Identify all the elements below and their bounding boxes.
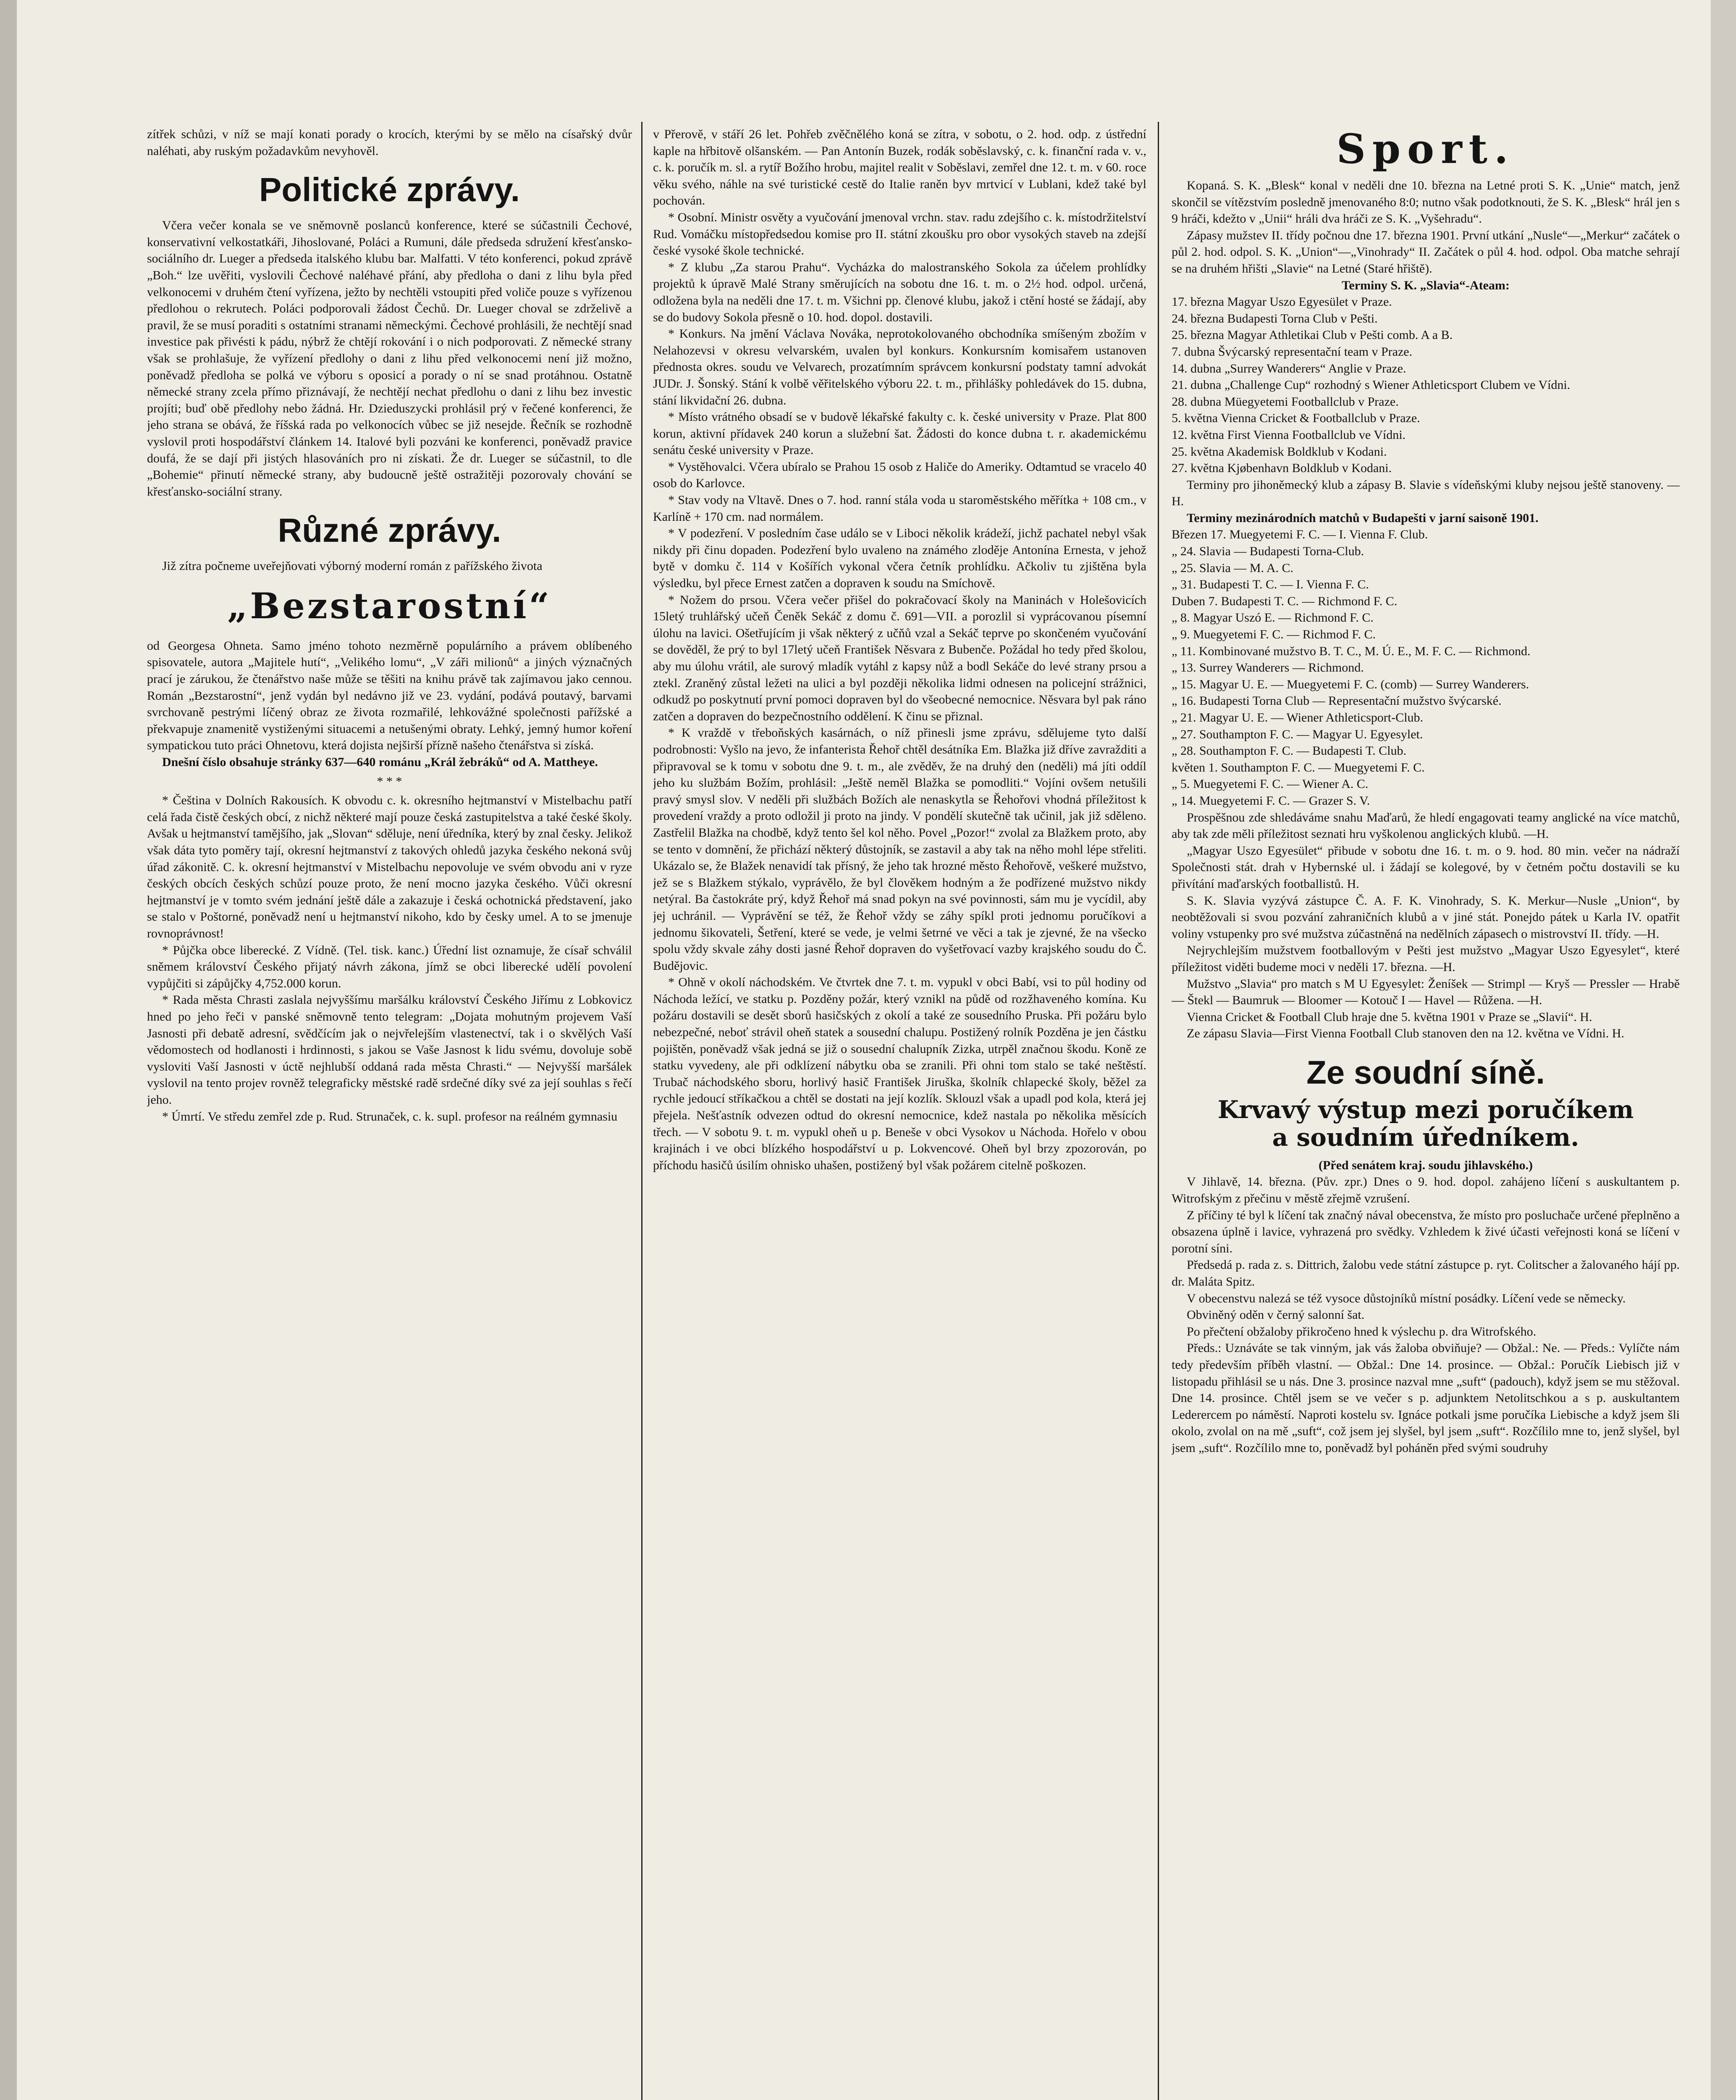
club-paragraph: * Z klubu „Za starou Prahu“. Vycházka do malostranského Sokola za účelem prohlídky projektů k úpravě Malé Strany směrujících na sobotu dne 16. t. m. o 2½ hod. odpol. určená, odložena byla na neděli dne 17. t. m. Všichni pp. členové klubu, jakož i ctění hosté se žádají, aby se do budovy Sokola přesně o 10. hod. dopol. dostavili. <box>653 260 1146 324</box>
fires-paragraph: * Ohně v okolí náchodském. Ve čtvrtek dne 7. t. m. vypukl v obci Babí, vsi to půl hodiny od Náchoda ležící, ve statku p. Pozděny požár, který vznikl na půdě od rozžhaveného komína. Ku požáru dostavili se desět sborů hasičských z okolí a také ze sousedního Pruska. Při požáru bylo nebezpečné, neboť strávil oheň statek a sousední chalupu. Postižený rolník Pozděna je jen částku pojištěn, poněvadž však jedná se již o sousední chalupník Zizka, utrpěl značnou škodu. Koně ze statku vyvedeny, ale při odklízení nábytku oba se zranili. Při ohni tom stalo se také neštěstí. Trubač náchodského sboru, horlivý hasič František Jiruška, školník chlapecké školy, běžel za rychle jedoucí stříkačkou a chtěl se dostati na její kozlík. Sklouzl však a upadl pod kola, která jej přejela. Nešťastník odvezen odtud do okresní nemocnice, kdež nastala po několika měsících třech. — V sobotu 9. t. m. vypukl oheň u p. Beneše v obci Vysokov u Náchoda. Hořelo v obou krajinách i ve obci blízkého hospodářství u p. Lokvencové. Oheň byl brzy zpozorován, po příchodu hasičů úsilím ohnisko uhašen, postižený byl však požárem citelně poškozen. <box>653 975 1146 1172</box>
budapest-fixture: „ 5. Muegyetemi F. C. — Wiener A. C. <box>1172 777 1369 791</box>
slavia-fixture: 5. května Vienna Cricket & Footballclub v Praze. <box>1172 411 1420 425</box>
magyar-arrival: „Magyar Uszo Egyesület“ přibude v sobotu dne 16. t. m. o 9. hod. 80 min. večer na nádraží Společnosti stát. drah v Hybernské ul. i žádají se kolegové, by v četném počtu dostavili se ku přivítání maďarských footballistů. H. <box>1172 843 1680 891</box>
today-paragraph: Dnešní číslo obsahuje stránky 637—640 románu „Král žebráků“ od A. Mattheye. <box>162 755 598 769</box>
budapest-intro: Terminy mezinárodních matchů v Budapešti v jarní saisoně 1901. <box>1187 511 1539 525</box>
fixtures-note: Terminy pro jihoněmecký klub a zápasy B. Slavie s vídeňskými kluby nejsou ještě stanoveny. —H. <box>1172 478 1680 509</box>
bankruptcy-paragraph: * Konkurs. Na jmění Václava Nováka, neprotokolovaného obchodníka smíšeným zbožím v Nelahozevsi v okresu velvarském, uvalen byl konkurs. Konkursním komisařem ustanoven přednosta okres. soudu ve Velvarech, prozatímním správcem konkursní podstaty tamní advokát JUDr. J. Šonský. Stání k volbě věřitelského výboru 22. t. m., přihlášky pohledávek do 15. dubna, stání likvidační 26. dubna. <box>653 327 1146 407</box>
middle-column <box>653 126 1146 2100</box>
court-paragraph: Z příčiny té byl k líčení tak značný nával obecenstva, že místo pro posluchače určené přeplněno a obsazena úplně i lavice, vyhrazená pro svědky. Vzhledem k živé účasti veřejnosti koná se líčení v porotní síni. <box>1172 1208 1680 1255</box>
slavia-fixture: 28. dubna Müegyetemi Footballclub v Praze. <box>1172 394 1399 409</box>
right-column <box>1172 126 1680 2100</box>
misc-paragraph: Již zítra počneme uveřejňovati výborný moderní román z pařížského života <box>162 559 543 573</box>
slavia-fixtures-heading: Terminy S. K. „Slavia“-Ateam: <box>1342 278 1510 292</box>
slavia-fixture: 21. dubna „Challenge Cup“ rozhodný s Wiener Athleticsport Clubem ve Vídni. <box>1172 378 1571 392</box>
slavia-fixture: 17. března Magyar Uszo Egyesület v Praze. <box>1172 295 1392 309</box>
porter-paragraph: * Místo vrátného obsadí se v budově lékařské fakulty c. k. české university v Praze. Plat 800 korun, aktivní přídavek 240 korun a služební šat. Žádosti do konce dubna t. r. akademickému senátu české university v Praze. <box>653 410 1146 457</box>
misc-heading: Různé zprávy. <box>278 512 501 549</box>
budapest-fixture: „ 8. Magyar Uszó E. — Richmond F. C. <box>1172 611 1374 625</box>
funeral-paragraph: v Přerově, v stáří 26 let. Pohřeb zvěčnělého koná se zítra, v sobotu, o 2. hod. odp. z ústřední kaple na hřbitově olšanském. — Pan Antonín Buzek, rodák soběslavský, c. k. finanční rada v. v., c. k. poručík m. sl. a rytíř Božího hrobu, majitel realit v Soběslavi, zemřel dne 12. t. m. v 60. roce věku svého, náhle na své turistické cestě do Italie raněn byv mrtvicí v Lublani, kdež také byl pochován. <box>653 127 1146 208</box>
slavia-fixture: 24. března Budapesti Torna Club v Pešti. <box>1172 311 1378 326</box>
hungarian-note: Prospěšnou zde shledáváme snahu Maďarů, že hledí engagovati teamy anglické na více matchů, aby tak zde měli příležitost seznati hru vyškolenou anglických klubů. —H. <box>1172 810 1680 841</box>
slavia-fixture: 12. května First Vienna Footballclub ve Vídni. <box>1172 428 1406 442</box>
budapest-fixture: Duben 7. Budapesti T. C. — Richmond F. C. <box>1172 594 1398 608</box>
personal-paragraph: * Osobní. Ministr osvěty a vyučování jmenoval vrchn. stav. radu zdejšího c. k. místodržitelství Rud. Vomáčku místopředsedou komise pro II. státní zkoušku pro obor vysokých staveb na zdejší české vysoké škole technické. <box>653 210 1146 258</box>
novel-paragraph: od Georgesa Ohneta. Samo jméno tohoto nezměrně populárního a právem oblíbeného spisovatele, autora „Majitele hutí“, „Velikého lomu“, „V záři milionů“ a jiných význačných prací je zárukou, že čtenářstvo naše může se těšiti na knihu právě tak zajímavou jako cennou. Román „Bezstarostní“, jenž vydán byl nedávno již ve 23. vydání, podává poutavý, barvami svrchovaně pestrými líčený obraz ze života rozmařilé, lehkovážné společnosti pařížské a překvapuje znamenitě vystiženými situacemi a netušenými obraty. Lehký, jemný humor koření sympatickou tuto práci Ohnetovu, která dojista nejširší přízně našeho čtenářstva si získá. <box>147 638 632 753</box>
loan-paragraph: * Půjčka obce liberecké. Z Vídně. (Tel. tisk. kanc.) Úřední list oznamuje, že císař schválil sněmem království Českého přijatý návrh zákona, jímž se obci liberecké udělí povolení vypůjčiti si zápůjčky 4,752.000 korun. <box>147 943 632 990</box>
budapest-fixture: „ 21. Magyar U. E. — Wiener Athleticsport-Club. <box>1172 711 1423 724</box>
politics-heading: Politické zprávy. <box>259 171 520 209</box>
vienna-cricket: Vienna Cricket & Football Club hraje dne 5. května 1901 v Praze se „Slavií“. H. <box>1187 1010 1592 1024</box>
knife-paragraph: * Nožem do prsou. Včera večer přišel do pokračovací školy na Maninách v Holešovicích 15letý truhlářský učeň Čeněk Sekáč z domu č. 691—VII. a porozlil si vyprácovanou písemní úlohu na lavici. Ošetřujícím ji však některý z učňů vzal a Sekáč teprve po skončeném vyučování se dověděl, že prý to byl 17letý učeň František Něsvara z Bubenče. Požádal ho tedy před školou, aby mu úlohu vrátil, ale surový mladík vytáhl z kapsy nůž a bodl Sekáče do levé strany prsou a ztekl. Zraněný zůstal ležeti na ulici a byl později několika lidmi odnesen na policejní strážnici, odkudž po poskytnutí první pomoci dopraven byl do všeobecné nemocnice. Něsvara byl pak ráno zatčen a dopraven do bezpečnostního oddělení. K činu se přiznal. <box>653 593 1146 723</box>
football-paragraph: Kopaná. S. K. „Blesk“ konal v neděli dne 10. března na Letné proti S. K. „Unie“ match, jenž skončil se vítězstvím posledně jmenovaného 8:0; nutno však podotknouti, že S. K. „Blesk“ hrál jen s 9 hráči, kdežto v „Unii“ hráli dva hráči ze S. K. „Vyšehradu“. <box>1172 178 1680 226</box>
section-stars: * * * <box>377 774 402 788</box>
left-column <box>147 126 632 2100</box>
emigrants-paragraph: * Vystěhovalci. Včera ubíralo se Prahou 15 osob z Haliče do Ameriky. Odtamtud se vracelo 40 osob do Karlovce. <box>653 459 1146 491</box>
budapest-fixture: „ 13. Surrey Wanderers — Richmond. <box>1172 661 1364 675</box>
slavia-fixture: 25. května Akademisk Boldklub v Kodani. <box>1172 444 1387 459</box>
scan-edge-left <box>0 0 17 2100</box>
column-rule <box>1158 122 1159 2100</box>
chrast-paragraph: * Rada města Chrasti zaslala nejvyššímu maršálku království Českého Jiřímu z Lobkovicz hned po jeho řeči v panské sněmovně tento telegram: „Dojata mohutným projevem Vaší Jasnosti při debatě adresní, svědčícím jak o nejvřelejším vlastenectví, tak i o skvělých Vaší vědomostech od hodlanosti i hrdinnosti, s jakou se Vaše Jasnost k lidu svému, dovoluje sobě vysloviti Vaší Jasnosti v úctě nejhlubší oddaná rada města Chrasti.“ — Nejvyšší maršálek vyslovil na tento projev rovněž telegraficky městské radě srdečné díky své za její souhlas s řečí jeho. <box>147 993 632 1107</box>
return-match: Ze zápasu Slavia—First Vienna Football Club stanoven den na 12. května ve Vídni. H. <box>1187 1026 1624 1041</box>
budapest-fixture-list <box>1172 526 1680 809</box>
budapest-fixture: Březen 17. Muegyetemi F. C. — I. Vienna F. Club. <box>1172 528 1428 542</box>
budapest-fixture: „ 24. Slavia — Budapesti Torna-Club. <box>1172 544 1364 559</box>
budapest-fixture: „ 31. Budapesti T. C. — I. Vienna F. C. <box>1172 578 1369 592</box>
budapest-fixture: květen 1. Southampton F. C. — Muegyetemi F. C. <box>1172 760 1425 774</box>
court-subheading-line: Krvavý výstup mezi poručíkem <box>1217 1095 1634 1124</box>
budapest-fixture: „ 28. Southampton F. C. — Budapesti T. Club. <box>1172 744 1406 758</box>
budapest-fixture: „ 25. Slavia — M. A. C. <box>1172 561 1293 575</box>
column-rule <box>641 122 642 2100</box>
court-paragraph: V Jihlavě, 14. března. (Pův. zpr.) Dnes o 9. hod. dopol. zahájeno líčení s auskultantem p. Witrofským z přečinu v městě zřejmě vzrušení. <box>1172 1175 1680 1206</box>
court-paragraph: Obviněný oděn v černý salonní šat. <box>1187 1308 1365 1322</box>
slavia-fixture: 25. března Magyar Athletikai Club v Pešti comb. A a B. <box>1172 328 1453 342</box>
scan-edge-right <box>1711 0 1736 2100</box>
budapest-fixture: „ 16. Budapesti Torna Club — Representační mužstvo švýcarské. <box>1172 694 1502 708</box>
politics-paragraph: Včera večer konala se ve sněmovně poslanců konference, které se súčastnili Čechové, konservativní velkostatkáři, Jihoslované, Poláci a Rumuni, dále předseda sdružení křesťansko-sociálního dr. Lueger a předseda italského klubu bar. Malfatti. V této konferenci, pokud zprávě „Boh.“ lze uvěřiti, vyslovili Čechové naléhavé přání, aby předloha o dani z lihu byla před velkonocemi v druhém čtení vyřízena, ježto by nechtěli vstoupiti před voliče pouze s vyřízenou předlohou o rekrutech. Poláci podporovali žádost Čechů. Dr. Lueger choval se zdrželivě a pravil, že se musí poraditi s ostatními stranami německými. Čechové prohlásili, že nechtějí snad investice pak přivésti k pádu, nýbrž že chtějí rokování i o nich podporovati. Z německé strany však se prohlašuje, že vyřízení předlohy o dani z lihu před velkonocemi není již možno, poněvadž předloha se polká ve výboru s oposicí a porady o ní se snad protáhnou. Ostatně německé strany zcela přímo přiznávají, že nechtějí nechat předlohu o dani z lihu bez investic projíti; buď obě předlohy nebo žádná. Hr. Dzieduszycki prohlásil prý v řečené konferenci, že jeho strana se obává, že říšská rada po velkonocích vůbec se již nesejde. Řečník se rozhodně vyslovil proti hospodářství článkem 14. Italové byli pozváni ke konferenci, poněvadž pravice doufá, že se dají při jistých hlasováních pro ni získati. Že dr. Lueger se súčastnil, to dle „Bohemie“ přinutí německé strany, aby budoucně ještě ostražitěji pozorovaly chování se křesťansko-sociální strany. <box>147 218 632 499</box>
budapest-fixture: „ 27. Southampton F. C. — Magyar U. Egyesylet. <box>1172 727 1423 741</box>
court-paragraph: Předs.: Uznáváte se tak vinným, jak vás žaloba obviňuje? — Obžal.: Ne. — Předs.: Vylíčte nám tedy především příběh vlastní. — Obžal.: Dne 14. prosince. — Obžal.: Poručík Liebisch již v listopadu přihlásil se u nás. Dne 3. prosince nazval mne „suft“ (padouch), když jsem se mu stěžoval. Dne 14. prosince. Chtěl jsem se ve večer s p. adjunktem Netolitschkou a s p. auskultantem Lederercem po náměstí. Naproti kostelu sv. Ignáce potkali jsme poručíka Liebische a když jsem šli okolo, zvolal on na mě „suft“, což jsem jej slyšel, byl jsem „suft“. Rozčílilo mne to, jenž slyšel, byl jsem „suft“. Rozčílilo mne to, poněvadž byl poháněn před svými soudruhy <box>1172 1341 1680 1455</box>
sport-heading: Sport. <box>1336 126 1515 173</box>
budapest-fixture: „ 14. Muegyetemi F. C. — Grazer S. V. <box>1172 793 1370 808</box>
slavia-fixture: 7. dubna Švýcarský representační team v Praze. <box>1172 344 1413 359</box>
budapest-fixture: „ 15. Magyar U. E. — Muegyetemi F. C. (comb) — Surrey Wanderers. <box>1172 677 1529 691</box>
budapest-fixture: „ 11. Kombinované mužstvo B. T. C., M. Ú. E., M. F. C. — Richmond. <box>1172 644 1531 658</box>
slavia-fixture-list <box>1172 294 1680 477</box>
czech-paragraph: * Čeština v Dolních Rakousích. K obvodu c. k. okresního hejtmanství v Mistelbachu patří celá řada čistě českých obcí, z nichž některé mají pouze česká zastupitelstva a také české školy. Avšak u hejtmanství tamějšího, jak „Slovan“ sděluje, není úředníka, který by znal česky. Jelikož však dáta tyto poměry tají, okresní hejtmanství z takových ohledů jazyka českého nekoná svůj úřad zákonitě. C. k. okresní hejtmanství v Mistelbachu nepovoluje ve svém obvodu ani v ryze českých obcích českých schůzí pouze proto, že není mocno jazyka českého. Vůči okresní hejtmanství je v tomto svém jednání ještě dále a zakazuje i česká ochotnická představení, jako se stalo v Poštorné, poněvadž není u hejtmanství nikoho, kdo by česky umel. A to se jmenuje rovnoprávnost! <box>147 793 632 940</box>
court-paragraph: V obecenstvu nalezá se též vysoce důstojníků místní posádky. Líčení vede se německy. <box>1187 1291 1626 1305</box>
court-paragraph: Po přečtení obžaloby přikročeno hned k výslechu p. dra Witrofského. <box>1187 1324 1537 1339</box>
budapest-fixture: „ 9. Muegyetemi F. C. — Richmod F. C. <box>1172 627 1376 642</box>
court-paragraph: Předsedá p. rada z. s. Dittrich, žalobu vede státní zástupce p. ryt. Colitscher a žalovaného hájí pp. dr. Maláta Spitz. <box>1172 1258 1680 1289</box>
suspicion-paragraph: * V podezření. V posledním čase událo se v Liboci několik krádeží, jichž pachatel nebyl však nikdy při činu dopaden. Podezření bylo uvaleno na známého zloděje Antonína Ernesta, v jehož bytě v domku č. 114 v Košířích vykonal včera četník prohlídku. Ačkoliv tu zjištěna byla výsledku, byl přece Ernest zatčen a dopraven k soudu na Smíchově. <box>653 526 1146 591</box>
court-intro: (Před senátem kraj. soudu jihlavského.) <box>1318 1158 1533 1172</box>
court-subheading-line: a soudním úředníkem. <box>1272 1123 1579 1152</box>
slavia-lineup: Mužstvo „Slavia“ pro match s M U Egyesylet: Ženíšek — Strimpl — Kryš — Pressler — Hrabě — Štekl — Baumruk — Bloomer — Kotouč I — Havel — Růžena. —H. <box>1172 976 1680 1008</box>
slavia-call: S. K. Slavia vyzývá zástupce Č. A. F. K. Vinohrady, S. K. Merkur—Nusle „Union“, by neobtěžovali si svou pozvání zahraničních klubů a v jiné stát. Ponejdo pátek u Karla IV. opatřit voliny vstupenky pro své mužstva zúčastněná na nedělních zápasech o mistrovství II. třídy. —H. <box>1172 893 1680 941</box>
intro-paragraph: zítřek schůzi, v níž se mají konati porady o krocích, kterými by se mělo na císařský dvůr naléhati, aby ruským požadavkům nevyhověl. <box>147 127 632 158</box>
novel-title: „Bezstarostní“ <box>227 585 552 627</box>
murder-paragraph: * K vraždě v třeboňských kasárnách, o níž přinesli jsme zprávu, sdělujeme tyto další podrobnosti: Vyšlo na jevo, že infanterista Řehoř chtěl desátníka Em. Blažka již dříve zavražditi a připravoval se k tomu v sobotu dne 9. t. m., ale zvěděv, že na druhý den (neděli) má jíti oddíl jeho ku službám Božím, prohlásil: „Ještě neměl Blažka se pomodliti.“ Vojíni ovšem netušili pravý smysl slov. V neděli při službách Božích ale nenaskytla se Řehořovi vhodná příležitost k provedení vraždy a proto odložil ji proto na jindy. V pondělí skutečně tak učinil, jak již sděleno. Zastřelil Blažka na chodbě, když tento šel kol něho. Povel „Pozor!“ zvolal za Blažkem proto, aby se tento v domnění, že přichází některý důstojník, se zastavil a aby tak na něho mohl lépe střeliti. Ukázalo se, že Blažek nenavidí tak přísný, že jeho tak hrozné město Řehořově, veškeré mužstvo, jež se s Blažkem stýkalo, vyprávělo, že byl člověkem hodným a že podřízené mužstvo nikdy netýral. Ba častokráte prý, když Řehoř má snad pokyn na své povinnosti, sám mu je vycídil, aby jej uchránil. — Vyprávění se též, že Řehoř vždy se záhy spíkl proti jednomu poručíkovi a jednomu šikovateli, Šetření, které se vede, je velmi šetrné ve věci a tak je zjevné, že na všecko spolu vždy skvale záhy dosti jasné Řehoř dopraven do vyšetřovací vazby krajského soudu do Č. Budějovic. <box>653 726 1146 973</box>
slavia-fixture: 27. května Kjøbenhavn Boldklub v Kodani. <box>1172 461 1392 475</box>
court-subheading <box>1172 1096 1680 1151</box>
court-heading: Ze soudní síně. <box>1306 1053 1545 1091</box>
water-level-paragraph: * Stav vody na Vltavě. Dnes o 7. hod. ranní stála voda u staroměstského měřítka + 108 cm., v Karlíně + 170 cm. nad normálem. <box>653 493 1146 524</box>
fastest-team: Nejrychlejším mužstvem footballovým v Pešti jest mužstvo „Magyar Uszo Egyesylet“, které příležitost viděti budeme moci v neděli 17. března. —H. <box>1172 943 1680 974</box>
second-class-paragraph: Zápasy mužstev II. třídy počnou dne 17. března 1901. První utkání „Nusle“—„Merkur“ začátek o půl 2. hod. odpol. S. K. „Union“—„Vinohrady“ II. Začátek o půl 4. hod. odpol. Oba matche sehrají se na druhém hřišti „Slavie“ na Letné (Staré hřiště). <box>1172 228 1680 276</box>
death-paragraph: * Úmrtí. Ve středu zemřel zde p. Rud. Strunaček, c. k. supl. profesor na reálném gymnasiu <box>162 1109 618 1124</box>
slavia-fixture: 14. dubna „Surrey Wanderers“ Anglie v Praze. <box>1172 361 1406 375</box>
